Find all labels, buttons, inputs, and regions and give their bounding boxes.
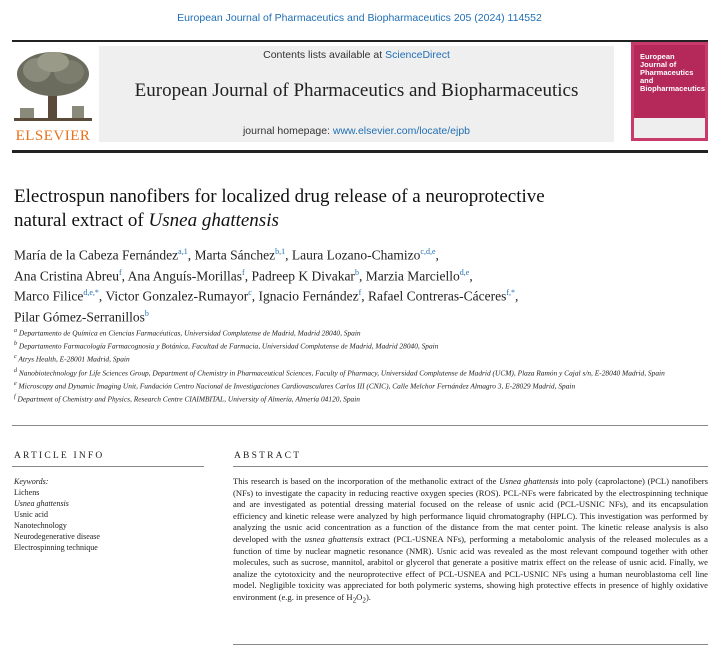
affiliation-text: Departamento de Química en Ciencias Farmacéuticas, Universidad Complutense de Madrid, Madrid 28040, Spain (18, 328, 361, 338)
author-separator: , (358, 268, 366, 283)
affiliation-item (14, 392, 704, 405)
author-name[interactable]: María de la Cabeza Fernández (14, 247, 179, 263)
affiliation-text: Departamento Farmacología Farmacognosia y Botánica, Facultad de Farmacia, Universidad Complutense de Madrid, Madrid 28040, Spain (18, 341, 439, 351)
author-separator: , (121, 268, 128, 283)
abstract-species: usnea ghattensis (304, 533, 364, 544)
cover-title-line: Pharmaceutics and (640, 68, 694, 85)
affiliation-item (14, 326, 704, 339)
contents-prefix: Contents lists available at (263, 49, 383, 61)
abstract-sub: 2 (362, 596, 366, 605)
keyword-item: Electrospinning technique (14, 543, 98, 552)
affiliation-text: Microscopy and Dynamic Imaging Unit, Fundación Centro Nacional de Investigaciones Cardiovasculares Carlos III (CNIC), Calle Melchor Fernández Almagro 3, E-28029 Madrid, Spain (18, 381, 576, 391)
affiliation-mark: c (14, 354, 17, 361)
abstract-part: into poly (caprolactone) (PCL) nanofibers (NFs) to investigate the capacity in reducing reactive oxygen species (ROS). PCL-NFs were fabricated by the electrospinning technique and are investigated as potential dressing material focused on the release of usnic acid (PCL-USNIC NFs), and its encapsulation efficiency and kinetic release were analyzed by high performance liquid chromatography (HPLC). This investigation was performed by analyzing the usnic acid concentration as a function of the distance from the mat center point. The kinetic release analysis is also developed with the (233, 476, 708, 544)
keywords-label: Keywords: (14, 477, 49, 486)
author-separator: , (251, 288, 259, 304)
keyword-item: Usnea ghattensis (14, 499, 69, 508)
article-info-heading: ARTICLE INFO (14, 451, 105, 461)
affiliation-mark: e (14, 380, 17, 387)
author-name[interactable]: Marco Filice (14, 288, 84, 304)
affiliation-mark: d (14, 367, 17, 374)
homepage-line (99, 125, 614, 137)
abstract-part: This research is based on the incorporation of the methanolic extract of the (233, 476, 497, 486)
affiliation-item (14, 352, 704, 365)
abstract-rule (233, 466, 708, 467)
cover-title-line: European (640, 52, 675, 61)
abstract-heading: ABSTRACT (234, 451, 302, 461)
author-name[interactable]: Laura Lozano-Chamizo (291, 247, 421, 263)
author-affiliation-mark[interactable]: d,e,* (83, 288, 99, 297)
author-separator: , (515, 288, 519, 304)
title-species: Usnea ghattensis (148, 210, 279, 231)
keyword-list (14, 487, 100, 553)
author-affiliation-mark[interactable]: f (118, 267, 122, 277)
affiliation-item (14, 339, 704, 352)
author-name[interactable]: Padreep K Divakar (251, 268, 355, 283)
author-name[interactable]: Ana Anguís-Morillas (127, 268, 243, 283)
publisher-name: ELSEVIER (15, 128, 91, 144)
affiliation-item (14, 366, 704, 379)
author-name[interactable]: Pilar Gómez-Serranillos (14, 309, 145, 324)
author-affiliation-mark[interactable]: d,e (459, 267, 470, 277)
abstract-part: ). (365, 591, 371, 602)
author-name[interactable]: Rafael Contreras-Cáceres (368, 288, 507, 304)
citation-journal[interactable]: European Journal of Pharmaceutics and Biopharmaceutics (177, 12, 451, 24)
author-name[interactable]: Ignacio Fernández (258, 288, 359, 304)
author-affiliation-mark[interactable]: b,1 (275, 247, 286, 256)
title-line-1: Electrospun nanofibers for localized drug release of a neuroprotective (14, 186, 545, 207)
journal-title: European Journal of Pharmaceutics and Biopharmaceutics (134, 80, 579, 101)
abstract-text (233, 476, 708, 607)
journal-citation[interactable] (0, 12, 719, 24)
title-line-2 (14, 209, 634, 233)
author-separator: , (285, 247, 292, 263)
cover-title-line: Journal of (640, 60, 677, 69)
affiliation-mark: b (14, 341, 17, 348)
cover-footer (634, 118, 705, 138)
author-affiliation-mark[interactable]: b (354, 267, 359, 277)
homepage-link[interactable]: www.elsevier.com/locate/ejpb (332, 125, 471, 137)
author-separator: , (469, 268, 473, 283)
affiliation-mark: f (14, 393, 16, 400)
author-name[interactable]: Victor Gonzalez-Rumayor (105, 288, 249, 304)
title-prefix: natural extract of (14, 210, 144, 231)
keyword-item: Neurodegenerative disease (14, 532, 100, 541)
article-title (14, 185, 634, 233)
journal-cover-image[interactable] (631, 42, 708, 141)
keyword-item: Lichens (14, 488, 40, 497)
author-separator: , (98, 288, 106, 304)
author-separator: , (187, 247, 195, 263)
author-affiliation-mark[interactable]: a,1 (178, 247, 188, 256)
abstract-part: extract (PCL-USNEA NFs), performing a metabolomic analysis of the released molecules as a function of time by nuclear magnetic resonance (NMR). Usnic acid was revealed as the most relevant compound together with other molecules, such as sucrose, mannitol, arabitol or glycerol that generate a positive matrix effect on the release of usnic acid. Finally, we analize the cytotoxicity and the neuroprotective effect of PCL-USNEA and PCL-USNIC NFs using a human neuroblastoma cell line model. Negligible toxicity was appreciated for both polymeric systems, showing high protective effects in presence of highly oxidative environment (e.g. in presence of H (233, 533, 708, 602)
author-affiliation-mark[interactable]: f,* (506, 288, 515, 297)
author-affiliation-mark[interactable]: b (144, 308, 149, 318)
citation-ref: 205 (2024) 114552 (453, 12, 542, 24)
section-divider (12, 425, 708, 426)
keyword-item: Nanotechnology (14, 521, 67, 530)
elsevier-tree-icon (12, 50, 94, 122)
author-affiliation-mark[interactable]: c (248, 288, 252, 297)
author-separator: , (435, 247, 439, 263)
abstract-part: O (356, 591, 363, 602)
author-list (14, 243, 704, 325)
header-rule-top (12, 40, 708, 42)
elsevier-logo[interactable] (12, 50, 94, 144)
author-affiliation-mark[interactable]: f (242, 267, 245, 277)
abstract-bottom-rule (233, 644, 708, 645)
affiliation-text: Department of Chemistry and Physics, Research Centre CIAIMBITAL, University of Almería, Almería 04120, Spain (17, 394, 360, 404)
affiliation-text: Atrys Health, E-28001 Madrid, Spain (18, 354, 130, 364)
author-name[interactable]: Marta Sánchez (194, 247, 276, 263)
author-affiliation-mark[interactable]: f (358, 288, 362, 297)
contents-line (99, 49, 614, 61)
header-rule-bottom (12, 150, 708, 153)
author-separator: , (361, 288, 369, 304)
author-separator: , (244, 268, 252, 283)
article-info-rule (12, 466, 204, 467)
author-affiliation-mark[interactable]: c,d,e (420, 247, 436, 256)
affiliation-list (14, 326, 704, 405)
cover-title (640, 53, 705, 93)
keyword-item: Usnic acid (14, 510, 48, 519)
abstract-sub: 2 (352, 596, 357, 605)
author-name[interactable]: Ana Cristina Abreu (14, 268, 119, 283)
homepage-prefix: journal homepage: (242, 125, 330, 137)
author-name[interactable]: Marzia Marciello (365, 268, 460, 283)
affiliation-mark: a (14, 328, 17, 334)
affiliation-text: Nanobiotechnology for Life Sciences Group, Department of Chemistry in Pharmaceutical Sciences, Faculty of Pharmacy, Universidad Complutense de Madrid (UCM), Plaza Ramón y Cajal s/n, E-28040 Madrid, Spain (18, 367, 665, 377)
sciencedirect-link[interactable]: ScienceDirect (385, 49, 450, 61)
cover-title-line: Biopharmaceutics (640, 84, 706, 93)
affiliation-item (14, 379, 704, 392)
cover-panel (634, 45, 705, 138)
abstract-species: Usnea ghattensis (499, 476, 559, 486)
